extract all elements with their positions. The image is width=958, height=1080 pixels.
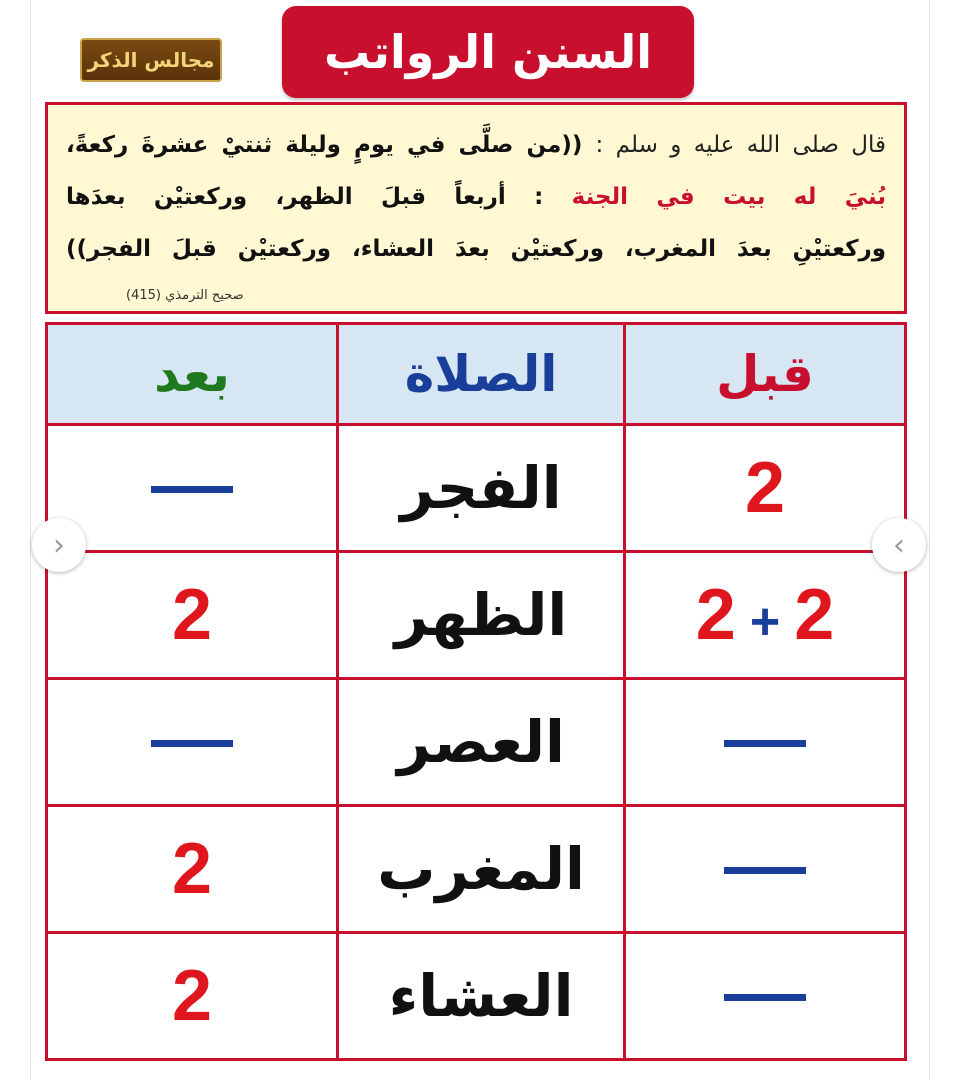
table-row xyxy=(47,425,906,552)
header-prayer: الصلاة xyxy=(338,324,625,425)
none-dash xyxy=(724,994,806,1001)
rakah-count: 2 xyxy=(172,575,213,655)
cell-after xyxy=(47,933,338,1060)
cell-after xyxy=(47,806,338,933)
table-row xyxy=(47,806,906,933)
logo-text: مجالس الذكر xyxy=(87,48,215,72)
title-banner xyxy=(282,6,694,98)
hadith-line-2 xyxy=(66,171,886,223)
hadith-source: صحيح الترمذي (415) xyxy=(126,288,244,303)
cell-before xyxy=(625,552,906,679)
table-row xyxy=(47,933,906,1060)
cell-after xyxy=(47,679,338,806)
cell-before xyxy=(625,933,906,1060)
majalis-logo xyxy=(80,38,222,82)
prayer-name: المغرب xyxy=(377,835,585,903)
table-header-row xyxy=(47,324,906,425)
none-dash xyxy=(151,740,233,747)
rakah-count: 2 xyxy=(172,829,213,909)
cell-before xyxy=(625,425,906,552)
none-dash xyxy=(724,740,806,747)
hadith-line-3: وركعتيْنِ بعدَ المغرب، وركعتيْن بعدَ العشاء، وركعتيْن قبلَ الفجر)) xyxy=(66,236,886,262)
page-title: السنن الرواتب xyxy=(323,25,653,79)
table-row xyxy=(47,552,906,679)
cell-after xyxy=(47,552,338,679)
cell-prayer xyxy=(338,679,625,806)
cell-prayer xyxy=(338,552,625,679)
cell-before xyxy=(625,806,906,933)
cell-prayer xyxy=(338,425,625,552)
table-row xyxy=(47,679,906,806)
chevron-left-icon[interactable] xyxy=(32,518,86,572)
cell-prayer xyxy=(338,933,625,1060)
cell-after xyxy=(47,425,338,552)
hadith-box xyxy=(45,102,907,314)
chevron-right-icon[interactable] xyxy=(872,518,926,572)
rakah-count: 2 xyxy=(745,448,786,528)
cell-prayer xyxy=(338,806,625,933)
none-dash xyxy=(151,486,233,493)
header-before: قبل xyxy=(625,324,906,425)
rakah-count: 2 xyxy=(695,575,736,655)
rawatib-table xyxy=(45,322,907,1061)
plus-sign: + xyxy=(749,593,781,651)
hadith-line-2-rest: : أربعاً قبلَ الظهر، وركعتيْن بعدَها xyxy=(66,184,544,210)
prev-glyph: ‹ xyxy=(893,527,905,563)
hadith-quote-start: ((من صلَّى في يومٍ وليلة ثنتيْ عشرةَ ركعةً، xyxy=(66,132,583,158)
prayer-name: الظهر xyxy=(394,581,568,649)
next-glyph: ‹ xyxy=(53,527,65,563)
header-after: بعد xyxy=(47,324,338,425)
prayer-name: العشاء xyxy=(388,962,574,1030)
cell-before xyxy=(625,679,906,806)
hadith-intro: قال صلى الله عليه و سلم : xyxy=(595,132,886,158)
prayer-name: الفجر xyxy=(400,454,562,522)
rakah-count: 2 xyxy=(172,956,213,1036)
none-dash xyxy=(724,867,806,874)
prayer-name: العصر xyxy=(397,708,565,776)
hadith-highlight: بُنيَ له بيت في الجنة xyxy=(571,184,886,210)
rakah-count: 2 xyxy=(794,575,835,655)
hadith-line-1 xyxy=(66,119,886,171)
